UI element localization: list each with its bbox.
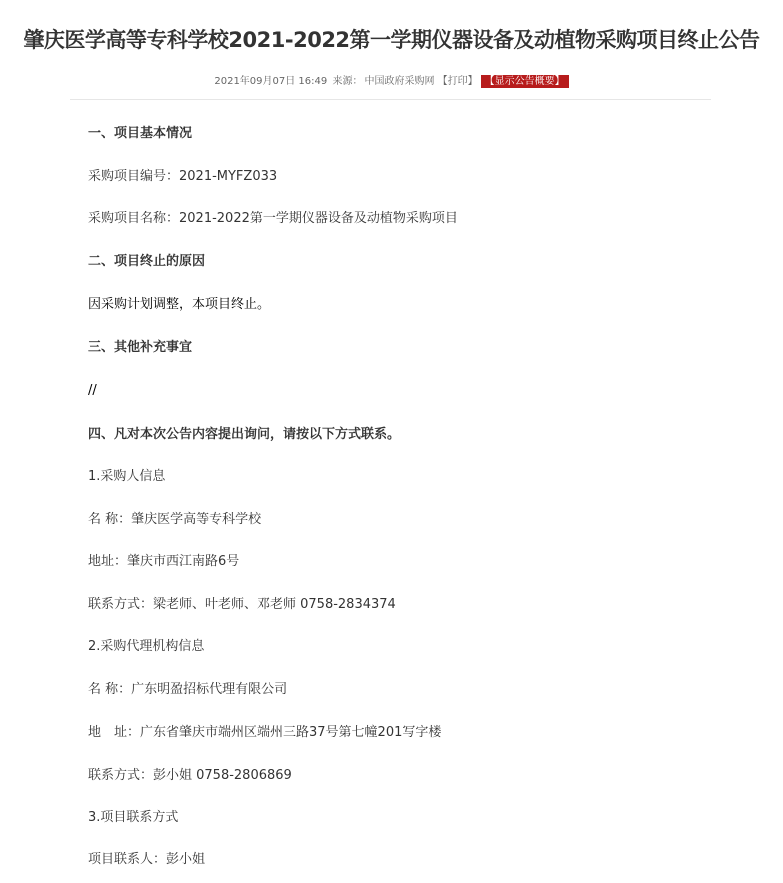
project-number: 采购项目编号：2021-MYFZ033 [88,169,278,184]
agency-name: 名 称：广东明盈招标代理有限公司 [88,682,288,697]
project-contact-heading: 3.项目联系方式 [88,810,179,825]
print-link[interactable]: 【打印】 [437,76,478,87]
publish-date: 2021年09月07日 16:49 [214,76,328,87]
purchaser-info-heading: 1.采购人信息 [88,469,166,484]
section-heading-basic-info: 一、项目基本情况 [88,126,193,141]
agency-address: 地 址：广东省肇庆市端州区端州三路37号第七幢201写字楼 [88,725,442,740]
source-label: 来源： [332,76,363,87]
page-title: 肇庆医学高等专科学校2021-2022第一学期仪器设备及动植物采购项目终止公告 [23,28,760,52]
purchaser-contact: 联系方式：梁老师、叶老师、邓老师 0758-2834374 [88,597,396,612]
section-heading-termination-reason: 二、项目终止的原因 [88,254,206,269]
header-divider [70,99,711,100]
purchaser-name: 名 称：肇庆医学高等专科学校 [88,512,262,527]
agency-contact: 联系方式：彭小姐 0758-2806869 [88,768,292,783]
project-contact-person: 项目联系人：彭小姐 [88,852,206,867]
source-name: 中国政府采购网 [364,76,435,87]
agency-info-heading: 2.采购代理机构信息 [88,639,205,654]
article-meta [0,72,783,88]
section-heading-other-matters: 三、其他补充事宜 [88,340,193,355]
other-matters-text: // [88,383,97,398]
termination-reason: 因采购计划调整，本项目终止。 [88,297,271,312]
purchaser-address: 地址：肇庆市西江南路6号 [88,554,240,569]
show-summary-button[interactable]: 【显示公告概要】 [481,75,569,88]
project-name: 采购项目名称：2021-2022第一学期仪器设备及动植物采购项目 [88,211,458,226]
section-heading-contact: 四、凡对本次公告内容提出询问，请按以下方式联系。 [88,427,401,442]
